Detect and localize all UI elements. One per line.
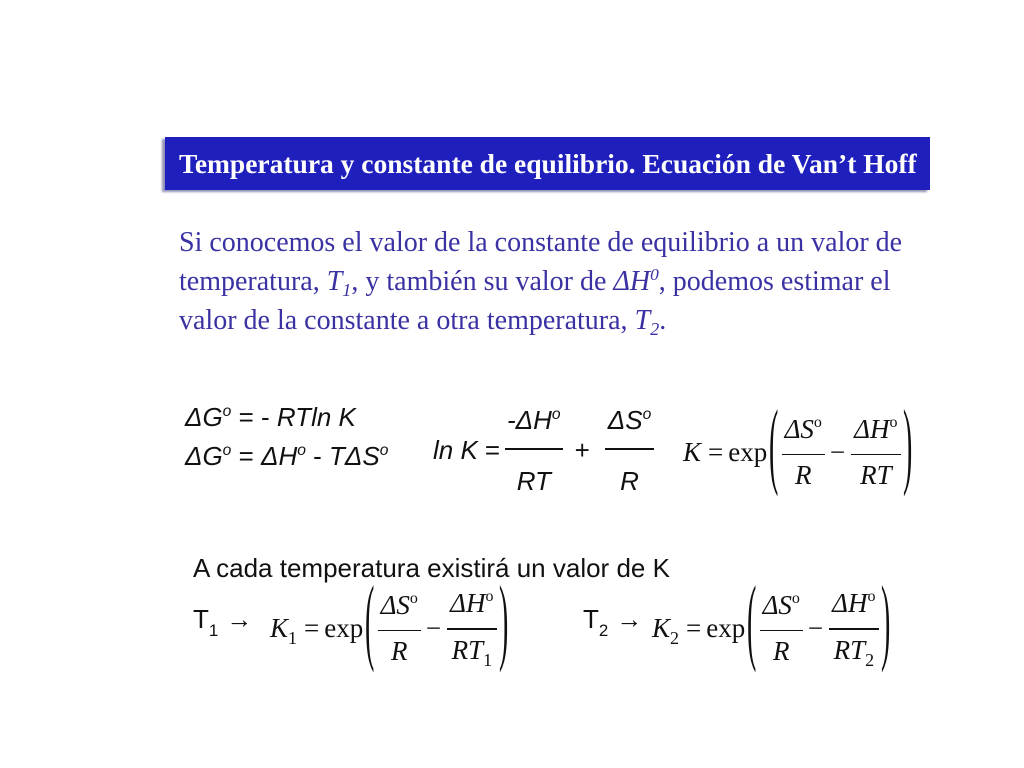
k-subscript: 1 bbox=[288, 627, 298, 648]
equation-operator: - bbox=[305, 441, 330, 471]
temperature-subscript: 2 bbox=[598, 620, 609, 640]
standard-state-superscript: o bbox=[297, 442, 306, 460]
intro-line-2 bbox=[179, 262, 902, 301]
enthalpy-fraction bbox=[829, 588, 878, 670]
minus-sign: − bbox=[807, 612, 824, 643]
fraction-numerator bbox=[378, 589, 421, 623]
fraction-numerator bbox=[505, 406, 563, 439]
rt-ln-k-term: RTln K bbox=[276, 402, 356, 432]
minus-sign: − bbox=[829, 436, 846, 467]
fraction-numerator bbox=[447, 590, 496, 621]
rt-term: RT bbox=[451, 634, 484, 665]
fraction-denominator: R bbox=[772, 636, 790, 667]
standard-state-superscript: o bbox=[222, 442, 232, 460]
equation-operator: = - bbox=[231, 402, 277, 432]
fraction-numerator bbox=[851, 413, 900, 447]
delta-h: ΔH bbox=[832, 588, 868, 619]
delta-s: ΔS bbox=[762, 589, 792, 620]
right-paren: ) bbox=[498, 565, 508, 674]
temperature-symbol: T bbox=[634, 305, 651, 336]
entropy-fraction bbox=[378, 589, 421, 667]
fraction-numerator bbox=[782, 413, 825, 447]
equals-sign: = bbox=[484, 434, 500, 465]
fraction-bar bbox=[378, 630, 421, 632]
left-paren: ( bbox=[769, 389, 779, 498]
standard-state-superscript: o bbox=[867, 588, 876, 606]
minus-delta-h: -ΔH bbox=[507, 404, 552, 435]
t2-label bbox=[583, 603, 642, 639]
standard-state-superscript: o bbox=[485, 588, 494, 606]
temperature-subscript: 2 bbox=[865, 649, 875, 670]
t1-label bbox=[193, 603, 252, 639]
left-paren: ( bbox=[747, 565, 757, 674]
temperature-symbol: T bbox=[193, 604, 209, 634]
standard-state-superscript: o bbox=[379, 442, 389, 460]
standard-state-superscript: o bbox=[409, 589, 418, 607]
entropy-fraction bbox=[760, 589, 803, 667]
left-paren: ( bbox=[365, 565, 375, 674]
exp-function: exp bbox=[706, 612, 746, 643]
t-delta-s-term: TΔS bbox=[329, 441, 380, 471]
slide-title: Temperatura y constante de equilibrio. Ecuación de Van’t Hoff bbox=[179, 148, 917, 179]
minus-sign: − bbox=[425, 612, 442, 643]
delta-g-symbol: ΔG bbox=[185, 441, 223, 471]
equation-operator: = bbox=[231, 441, 261, 471]
intro-line-1: Si conocemos el valor de la constante de equilibrio a un valor de bbox=[179, 227, 903, 258]
rt-term: RT bbox=[833, 634, 866, 665]
enthalpy-symbol: ΔH bbox=[613, 266, 651, 297]
temperature-subscript: 1 bbox=[342, 279, 352, 300]
fraction-bar bbox=[605, 448, 654, 450]
fraction-denominator: R bbox=[390, 636, 408, 667]
delta-h: ΔH bbox=[854, 413, 890, 444]
right-paren: ) bbox=[902, 389, 912, 498]
k-symbol: K bbox=[683, 436, 702, 467]
standard-state-superscript: o bbox=[642, 405, 652, 423]
delta-h: ΔH bbox=[450, 588, 486, 619]
delta-s: ΔS bbox=[784, 413, 814, 444]
delta-g-symbol: ΔG bbox=[185, 402, 223, 432]
temperature-subscript: 1 bbox=[208, 620, 219, 640]
fraction-bar bbox=[760, 630, 803, 632]
intro-text: temperatura, bbox=[179, 266, 327, 297]
k1-formula bbox=[270, 565, 510, 674]
fraction-denominator: R bbox=[620, 465, 639, 496]
temperature-subscript: 2 bbox=[650, 318, 660, 339]
intro-text: , y también su valor de bbox=[351, 266, 614, 297]
temperature-symbol: T bbox=[583, 604, 599, 634]
standard-state-superscript: o bbox=[889, 413, 898, 431]
intro-line-3 bbox=[179, 301, 902, 340]
fraction-denominator bbox=[833, 634, 875, 670]
entropy-fraction bbox=[605, 406, 654, 495]
equals-sign: = bbox=[686, 612, 702, 643]
right-arrow-icon: → bbox=[616, 604, 643, 634]
delta-s: ΔS bbox=[607, 404, 643, 435]
fraction-numerator bbox=[760, 589, 803, 623]
standard-state-superscript: o bbox=[222, 403, 232, 421]
enthalpy-fraction bbox=[851, 413, 900, 491]
temperature-symbol: T bbox=[326, 266, 343, 297]
statement-text: A cada temperatura existirá un valor de K bbox=[193, 553, 670, 583]
fraction-denominator: RT bbox=[860, 460, 892, 491]
k-subscript: 2 bbox=[670, 627, 680, 648]
plus-sign: + bbox=[574, 434, 590, 465]
enthalpy-superscript: 0 bbox=[650, 265, 659, 285]
delta-h-symbol: ΔH bbox=[261, 441, 298, 471]
k2-symbol bbox=[652, 612, 680, 648]
k1-symbol bbox=[270, 612, 298, 648]
fraction-bar bbox=[782, 454, 825, 456]
right-paren: ) bbox=[880, 565, 890, 674]
fraction-denominator bbox=[451, 634, 493, 670]
equals-sign: = bbox=[708, 436, 724, 467]
k2-formula bbox=[652, 565, 892, 674]
temperature-subscript: 1 bbox=[483, 649, 493, 670]
title-bar bbox=[165, 137, 930, 190]
fraction-denominator: RT bbox=[516, 465, 551, 496]
standard-state-superscript: o bbox=[551, 405, 561, 423]
gibbs-equation-1 bbox=[185, 398, 356, 441]
equals-sign: = bbox=[304, 612, 320, 643]
intro-text: , podemos estimar el bbox=[658, 266, 891, 297]
ln-k-equation bbox=[433, 404, 654, 496]
k-symbol: K bbox=[652, 612, 671, 643]
right-arrow-icon: → bbox=[226, 604, 253, 634]
k-symbol: K bbox=[270, 612, 289, 643]
k-exp-formula bbox=[683, 389, 914, 498]
fraction-numerator bbox=[829, 590, 878, 621]
exp-function: exp bbox=[324, 612, 364, 643]
gibbs-equation-2 bbox=[185, 437, 388, 480]
exp-function: exp bbox=[728, 436, 768, 467]
entropy-fraction bbox=[782, 413, 825, 491]
intro-text: valor de la constante a otra temperatura, bbox=[179, 305, 635, 336]
standard-state-superscript: o bbox=[813, 413, 822, 431]
intro-text: . bbox=[659, 305, 667, 336]
fraction-bar bbox=[505, 448, 563, 450]
fraction-denominator: R bbox=[794, 460, 812, 491]
enthalpy-fraction bbox=[447, 588, 496, 670]
fraction-bar bbox=[851, 454, 900, 456]
delta-s: ΔS bbox=[380, 589, 410, 620]
enthalpy-fraction bbox=[505, 406, 563, 495]
standard-state-superscript: o bbox=[791, 589, 800, 607]
ln-k-symbol: ln K bbox=[433, 434, 478, 465]
fraction-bar bbox=[829, 628, 878, 630]
fraction-numerator bbox=[605, 406, 654, 439]
intro-paragraph bbox=[179, 223, 902, 340]
fraction-bar bbox=[447, 628, 496, 630]
